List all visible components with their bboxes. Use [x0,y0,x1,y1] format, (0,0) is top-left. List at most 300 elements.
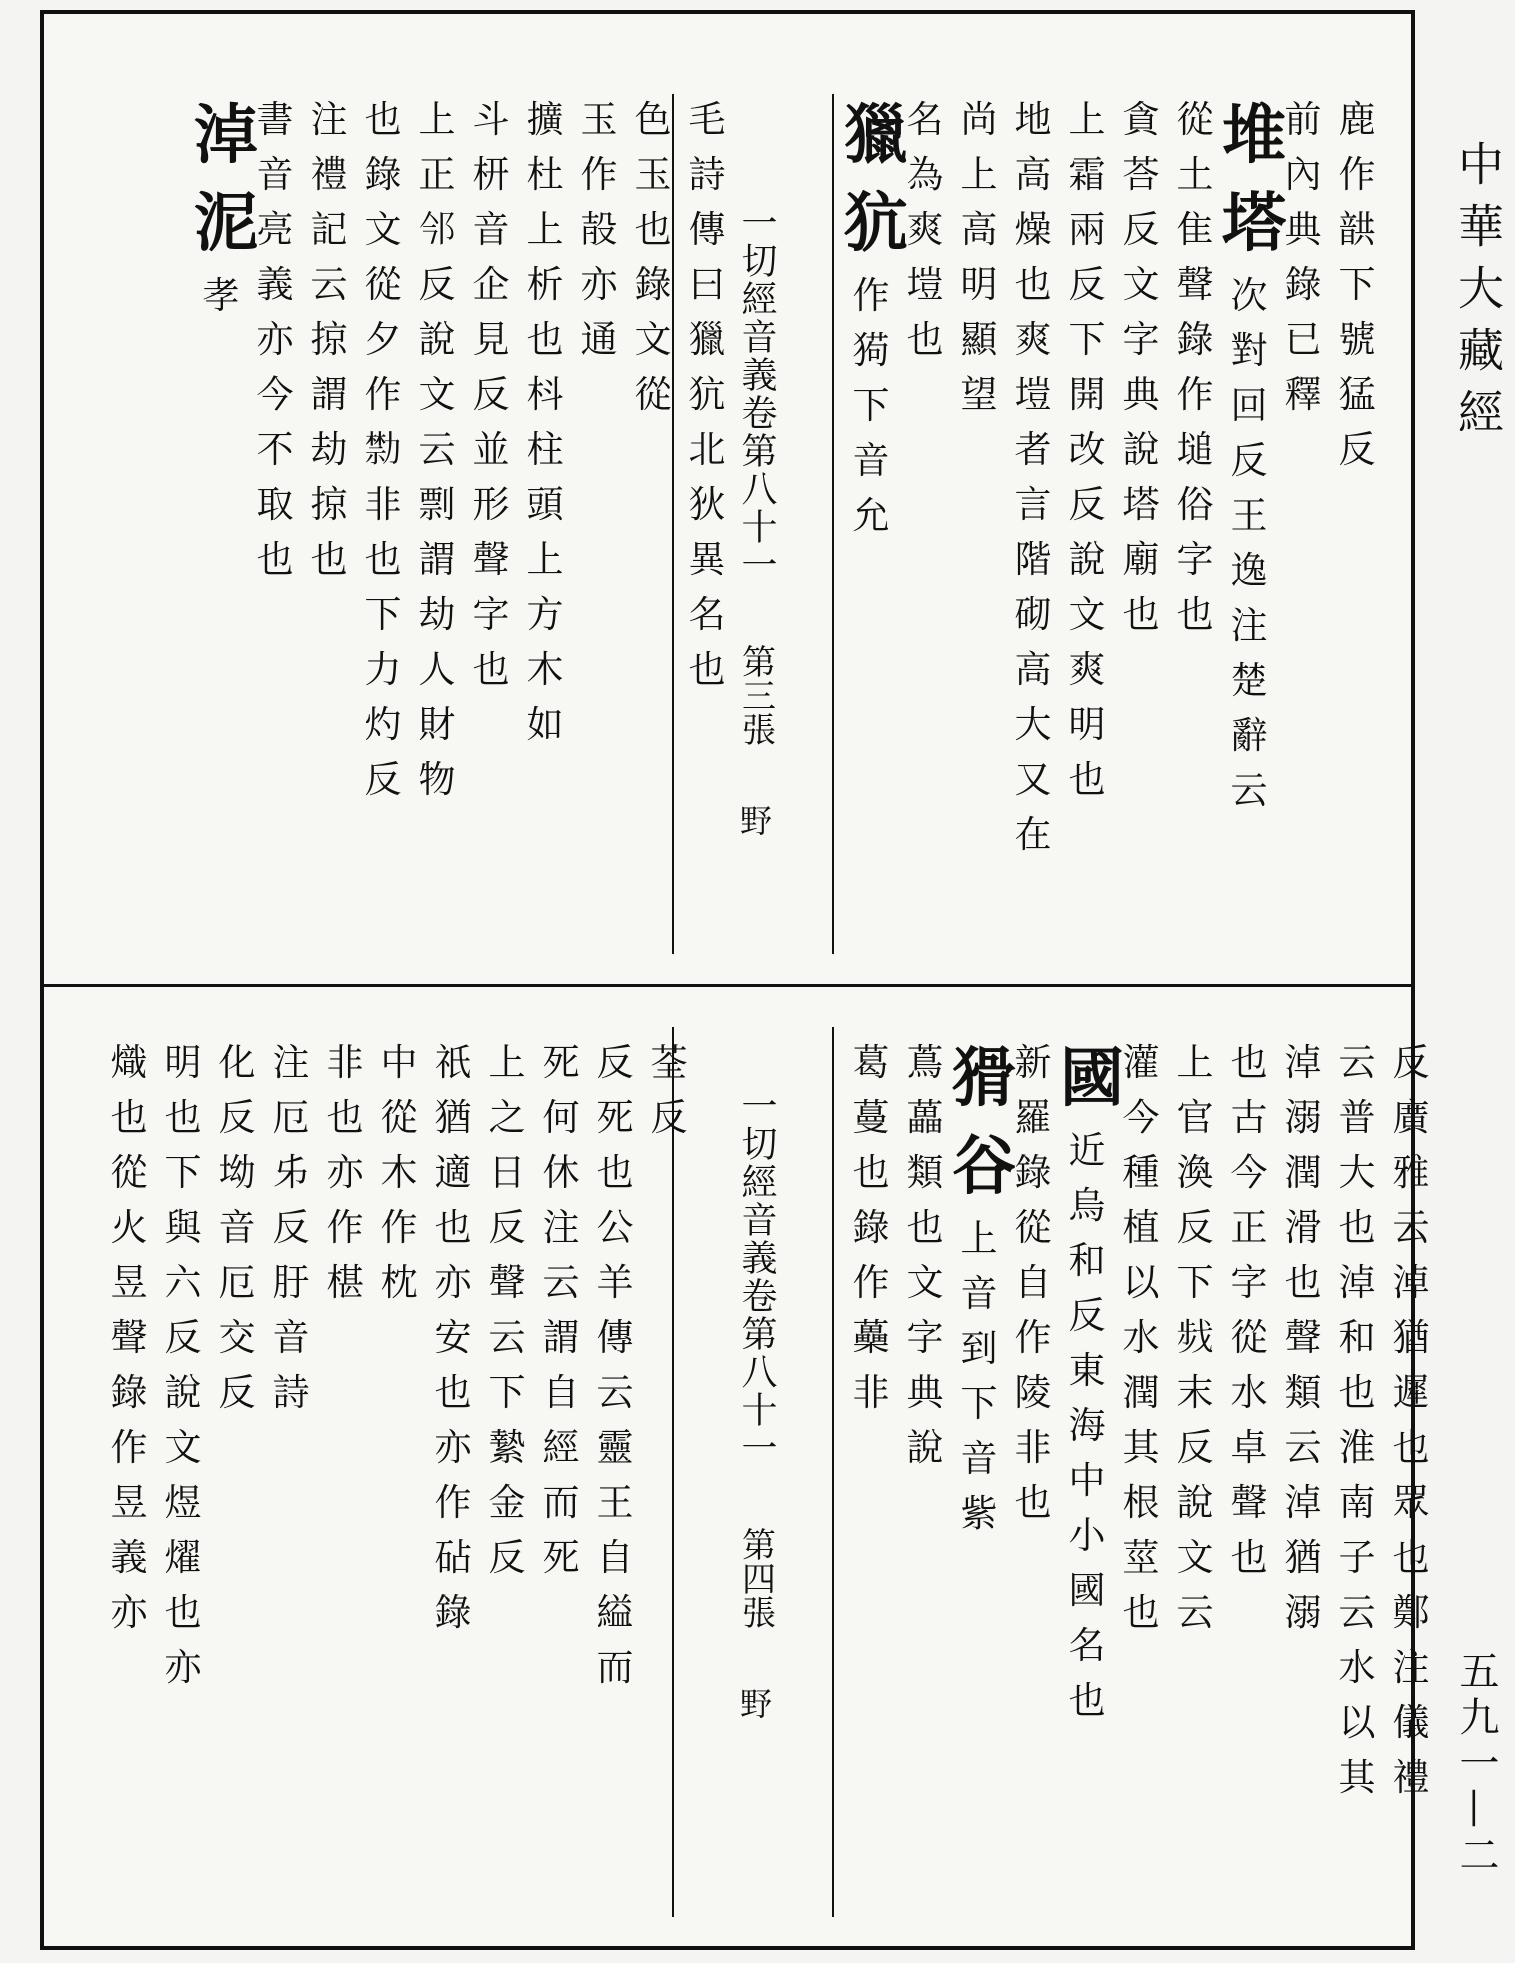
gutter-mark: 野 [739,802,772,840]
char: 塏 [1014,373,1052,416]
char: 淖 [1338,1261,1376,1304]
char: 靈 [596,1426,634,1469]
headword-char: 谷 [952,1129,1016,1204]
char: 作 [110,1426,148,1469]
text-column [534,1035,588,1695]
char: 玉 [634,153,672,196]
char: 對 [1230,329,1268,372]
char: 反 [418,263,456,306]
char: 號 [1338,318,1376,361]
char: 東 [1068,1349,1106,1392]
char: 葛 [852,1041,890,1084]
char: 植 [1122,1206,1160,1249]
char: 中 [380,1041,418,1084]
char: 云 [542,1261,580,1304]
char: 聲 [1176,263,1214,306]
char: 眾 [1392,1481,1430,1524]
char: 也 [364,538,402,581]
char: 俗 [1176,483,1214,526]
text-column [1114,1035,1168,1805]
char: 典 [906,1371,944,1414]
headword-char: 泥 [194,186,258,261]
char: 亦 [256,318,294,361]
char: 古 [1230,1096,1268,1139]
char: 聲 [488,1261,526,1304]
char: 縊 [596,1591,634,1634]
char: 木 [380,1151,418,1194]
char: 末 [1176,1371,1214,1414]
char: 砧 [434,1536,472,1579]
char: 下 [1176,1261,1214,1304]
char: 文 [1068,593,1106,636]
char: 上 [1068,98,1106,141]
char: 也 [256,538,294,581]
char: 非 [1014,1426,1052,1469]
page-frame [40,10,1430,1950]
char: 也 [1392,1426,1430,1469]
char: 淮 [1338,1426,1376,1469]
char: 反 [1068,263,1106,306]
char: 祇 [434,1041,472,1084]
text-column [372,1035,426,1695]
char: 字 [472,593,510,636]
text-column [680,92,734,807]
text-column [480,1035,534,1695]
char: 名 [1068,1624,1106,1667]
char: 和 [1068,1239,1106,1282]
text-column [1330,1035,1384,1805]
headword-char: 淖 [194,98,258,173]
char: 子 [1338,1536,1376,1579]
text-column [210,1035,264,1695]
char: 亦 [110,1591,148,1634]
char: 云 [1392,1206,1430,1249]
char: 文 [1122,263,1160,306]
char: 方 [526,593,564,636]
char: 霜 [1068,153,1106,196]
char: 云 [1176,1591,1214,1634]
char: 也 [1284,1261,1322,1304]
char: 爽 [1068,648,1106,691]
char: 反 [596,1041,634,1084]
char: 也 [1230,1041,1268,1084]
char: 渙 [1176,1151,1214,1194]
char: 聲 [1230,1481,1268,1524]
text-column [1168,1035,1222,1805]
char: 大 [1014,703,1052,746]
top-right-text [844,92,1384,862]
char: 作 [364,373,402,416]
char: 紫 [960,1492,998,1535]
char: 名 [688,593,726,636]
char: 適 [434,1151,472,1194]
char: 犺 [688,373,726,416]
char: 死 [542,1536,580,1579]
text-column [518,92,572,807]
char: 今 [1230,1151,1268,1194]
text-column [1384,1035,1438,1805]
char: 力 [364,648,402,691]
char: 玉 [580,98,618,141]
gutter-page: 第四張 [735,1527,776,1629]
text-column [464,92,518,807]
char: 廣 [1392,1096,1430,1139]
char: 蔓 [852,1096,890,1139]
char: 也 [164,1096,202,1139]
char: 云 [488,1316,526,1359]
char: 反 [1338,428,1376,471]
char: 通 [580,318,618,361]
char: 傳 [688,208,726,251]
char: 者 [1014,428,1052,471]
headword-char: 犺 [844,186,908,261]
char: 釋 [1284,373,1322,416]
headword-char: 堆 [1222,98,1286,173]
char: 淖 [1284,1041,1322,1084]
text-column [1222,92,1286,862]
char: 𩐠 [1338,208,1376,251]
char: 塔 [1122,483,1160,526]
char: 也 [1014,263,1052,306]
char: 云 [1338,1041,1376,1084]
char: 灌 [1122,1041,1160,1084]
char: 也 [634,208,672,251]
char: 從 [1176,98,1214,141]
char: 掠 [310,318,348,361]
char: 荅 [1122,153,1160,196]
bottom-half [44,987,1430,1950]
char: 改 [1068,428,1106,471]
char: 也 [1338,1206,1376,1249]
char: 錄 [364,153,402,196]
char: 也 [852,1151,890,1194]
char: 文 [364,208,402,251]
char: 猶 [1284,1536,1322,1579]
char: 說 [418,318,456,361]
char: 𢧁 [1176,1316,1214,1359]
char: 如 [526,703,564,746]
char: 注 [1392,1646,1430,1689]
text-column [194,92,258,807]
char: 形 [472,483,510,526]
char: 何 [542,1096,580,1139]
char: 從 [1230,1316,1268,1359]
char: 云 [1338,1591,1376,1634]
char: 尚 [960,98,998,141]
char: 辭 [1230,714,1268,757]
char: 種 [1122,1151,1160,1194]
char: 書 [256,98,294,141]
char: 也 [906,1206,944,1249]
char: 厄 [218,1261,256,1304]
char: 獵 [688,318,726,361]
char: 藟 [906,1096,944,1139]
char: 反 [1068,483,1106,526]
char: 企 [472,263,510,306]
text-column [248,92,302,807]
char: 字 [906,1316,944,1359]
char: 也 [1230,1536,1268,1579]
char: 與 [164,1206,202,1249]
char: 之 [488,1096,526,1139]
char: 爽 [1014,318,1052,361]
char: 說 [164,1371,202,1414]
char: 反 [364,758,402,801]
char: 王 [596,1481,634,1524]
char: 說 [906,1426,944,1469]
char: 羊 [596,1261,634,1304]
text-column [844,1035,898,1805]
char: 北 [688,428,726,471]
char: 作 [1014,1316,1052,1359]
gutter-title: 一切經音義卷第八十一 [736,1087,777,1467]
char: 允 [852,494,890,537]
char: 𠂔 [272,1151,310,1194]
char: 反 [272,1206,310,1249]
char: 音 [960,1272,998,1315]
text-column [1114,92,1168,862]
char: 頭 [526,483,564,526]
char: 孝 [202,274,240,317]
char: 官 [1176,1096,1214,1139]
char: 溺 [1284,1591,1322,1634]
char: 金 [488,1481,526,1524]
char: 云 [310,263,348,306]
bottom-left-text [102,1035,696,1695]
char: 自 [596,1536,634,1579]
text-column [1168,92,1222,862]
char: 異 [688,538,726,581]
char: 小 [1068,1514,1106,1557]
char: 卓 [1230,1426,1268,1469]
char: 義 [110,1536,148,1579]
text-column [1006,1035,1060,1805]
char: 而 [596,1646,634,1689]
char: 亦 [434,1261,472,1304]
char: 木 [526,648,564,691]
char: 反 [472,373,510,416]
char: 劫 [310,428,348,471]
top-left-text [194,92,734,807]
text-column [1060,1035,1124,1805]
char: 亮 [256,208,294,251]
char: 柱 [526,428,564,471]
char: 𨙽 [418,208,456,251]
char: 斗 [472,98,510,141]
char: 死 [542,1041,580,1084]
char: 剽 [418,483,456,526]
char: 安 [434,1316,472,1359]
char: 上 [418,98,456,141]
char: 昱 [110,1481,148,1524]
char: 音 [272,1316,310,1359]
char: 大 [1338,1151,1376,1194]
char: 厄 [272,1096,310,1139]
char: 言 [1014,483,1052,526]
char: 又 [1014,758,1052,801]
char: 六 [164,1261,202,1304]
char: 作 [1176,373,1214,416]
char: 下 [364,593,402,636]
char: 上 [1176,1041,1214,1084]
headword-char: 獵 [844,98,908,173]
char: 貪 [1122,98,1160,141]
text-column [102,1035,156,1695]
char: 杜 [526,153,564,196]
char: 㱿 [580,208,618,251]
char: 日 [488,1151,526,1194]
char: 詩 [688,153,726,196]
char: 也 [434,1371,472,1414]
headword-char: 猾 [952,1041,1016,1116]
text-column [302,92,356,807]
char: 也 [110,1096,148,1139]
char: 潤 [1122,1371,1160,1414]
char: 正 [418,153,456,196]
char: 作 [852,1261,890,1304]
char: 枓 [526,373,564,416]
char: 注 [310,98,348,141]
char: 上 [960,153,998,196]
char: 煜 [164,1481,202,1524]
char: 鄭 [1392,1591,1430,1634]
char: 也 [1122,1591,1160,1634]
book-title: 中華大藏經 [1451,140,1505,450]
char: 注 [1230,604,1268,647]
char: 文 [418,373,456,416]
char: 錄 [434,1591,472,1634]
char: 亦 [434,1426,472,1469]
char: 錄 [634,263,672,306]
char: 毛 [688,98,726,141]
char: 非 [852,1371,890,1414]
char: 海 [1068,1404,1106,1447]
text-column [898,92,952,862]
char: 下 [488,1371,526,1414]
char: 也 [1068,758,1106,801]
gutter-rule-right [832,94,834,954]
char: 作 [326,1206,364,1249]
char: 猶 [1392,1316,1430,1359]
char: 錄 [110,1371,148,1414]
char: 反 [1068,1294,1106,1337]
char: 熾 [110,1041,148,1084]
char: 曰 [688,263,726,306]
char: 析 [526,263,564,306]
char: 爽 [906,208,944,251]
char: 物 [418,758,456,801]
char: 也 [310,538,348,581]
char: 儀 [1392,1701,1430,1744]
char: 今 [1122,1096,1160,1139]
text-column [1276,1035,1330,1805]
char: 枅 [472,153,510,196]
text-column [844,92,908,862]
char: 蔦 [906,1041,944,1084]
char: 反 [1176,1426,1214,1469]
char: 字 [1122,318,1160,361]
char: 音 [960,1437,998,1480]
char: 錄 [1014,1151,1052,1194]
char: 內 [1284,153,1322,196]
char: 類 [1284,1371,1322,1414]
text-column [588,1035,642,1695]
char: 云 [596,1371,634,1414]
char: 色 [634,98,672,141]
char: 謂 [418,538,456,581]
char: 明 [164,1041,202,1084]
char: 也 [164,1591,202,1634]
text-column [156,1035,210,1695]
char: 也 [1338,1371,1376,1414]
char: 也 [434,1206,472,1249]
char: 昱 [110,1261,148,1304]
char: 反 [488,1536,526,1579]
char: 反 [218,1096,256,1139]
char: 滑 [1284,1206,1322,1249]
char: 淖 [1284,1481,1322,1524]
char: 見 [472,318,510,361]
char: 䏏 [272,1261,310,1304]
char: 猶 [434,1096,472,1139]
char: 高 [1014,648,1052,691]
char: 云 [418,428,456,471]
char: 禮 [1392,1756,1430,1799]
char: 王 [1230,494,1268,537]
char: 典 [1284,208,1322,251]
char: 枕 [380,1261,418,1304]
char: 遲 [1392,1371,1430,1414]
char: 文 [906,1261,944,1304]
page-number: 五九一—二 [1453,1650,1499,1880]
char: 顯 [960,318,998,361]
char: 明 [1068,703,1106,746]
char: 反 [1230,439,1268,482]
char: 和 [1338,1316,1376,1359]
char: 次 [1230,274,1268,317]
char: 下 [164,1151,202,1194]
char: 在 [1014,813,1052,856]
char: 作 [434,1481,472,1524]
char: 也 [1392,1536,1430,1579]
char: 今 [256,373,294,416]
char: 望 [960,373,998,416]
char: 到 [960,1327,998,1370]
char: 也 [526,318,564,361]
char: 云 [1230,769,1268,812]
bottom-gutter [686,1087,826,1725]
char: 義 [256,263,294,306]
char: 從 [1014,1206,1052,1249]
char: 注 [272,1041,310,1084]
char: 塠 [1176,428,1214,471]
char: 鹿 [1338,98,1376,141]
char: 高 [1014,153,1052,196]
text-column [898,1035,952,1805]
char: 字 [1176,538,1214,581]
char: 地 [1014,98,1052,141]
char: 已 [1284,318,1322,361]
bottom-right-text [844,1035,1438,1805]
text-column [1060,92,1114,862]
char: 類 [906,1151,944,1194]
char: 字 [1230,1261,1268,1304]
char: 謂 [542,1316,580,1359]
char: 下 [960,1382,998,1425]
char: 下 [1338,263,1376,306]
char: 正 [1230,1206,1268,1249]
char: 回 [1230,384,1268,427]
